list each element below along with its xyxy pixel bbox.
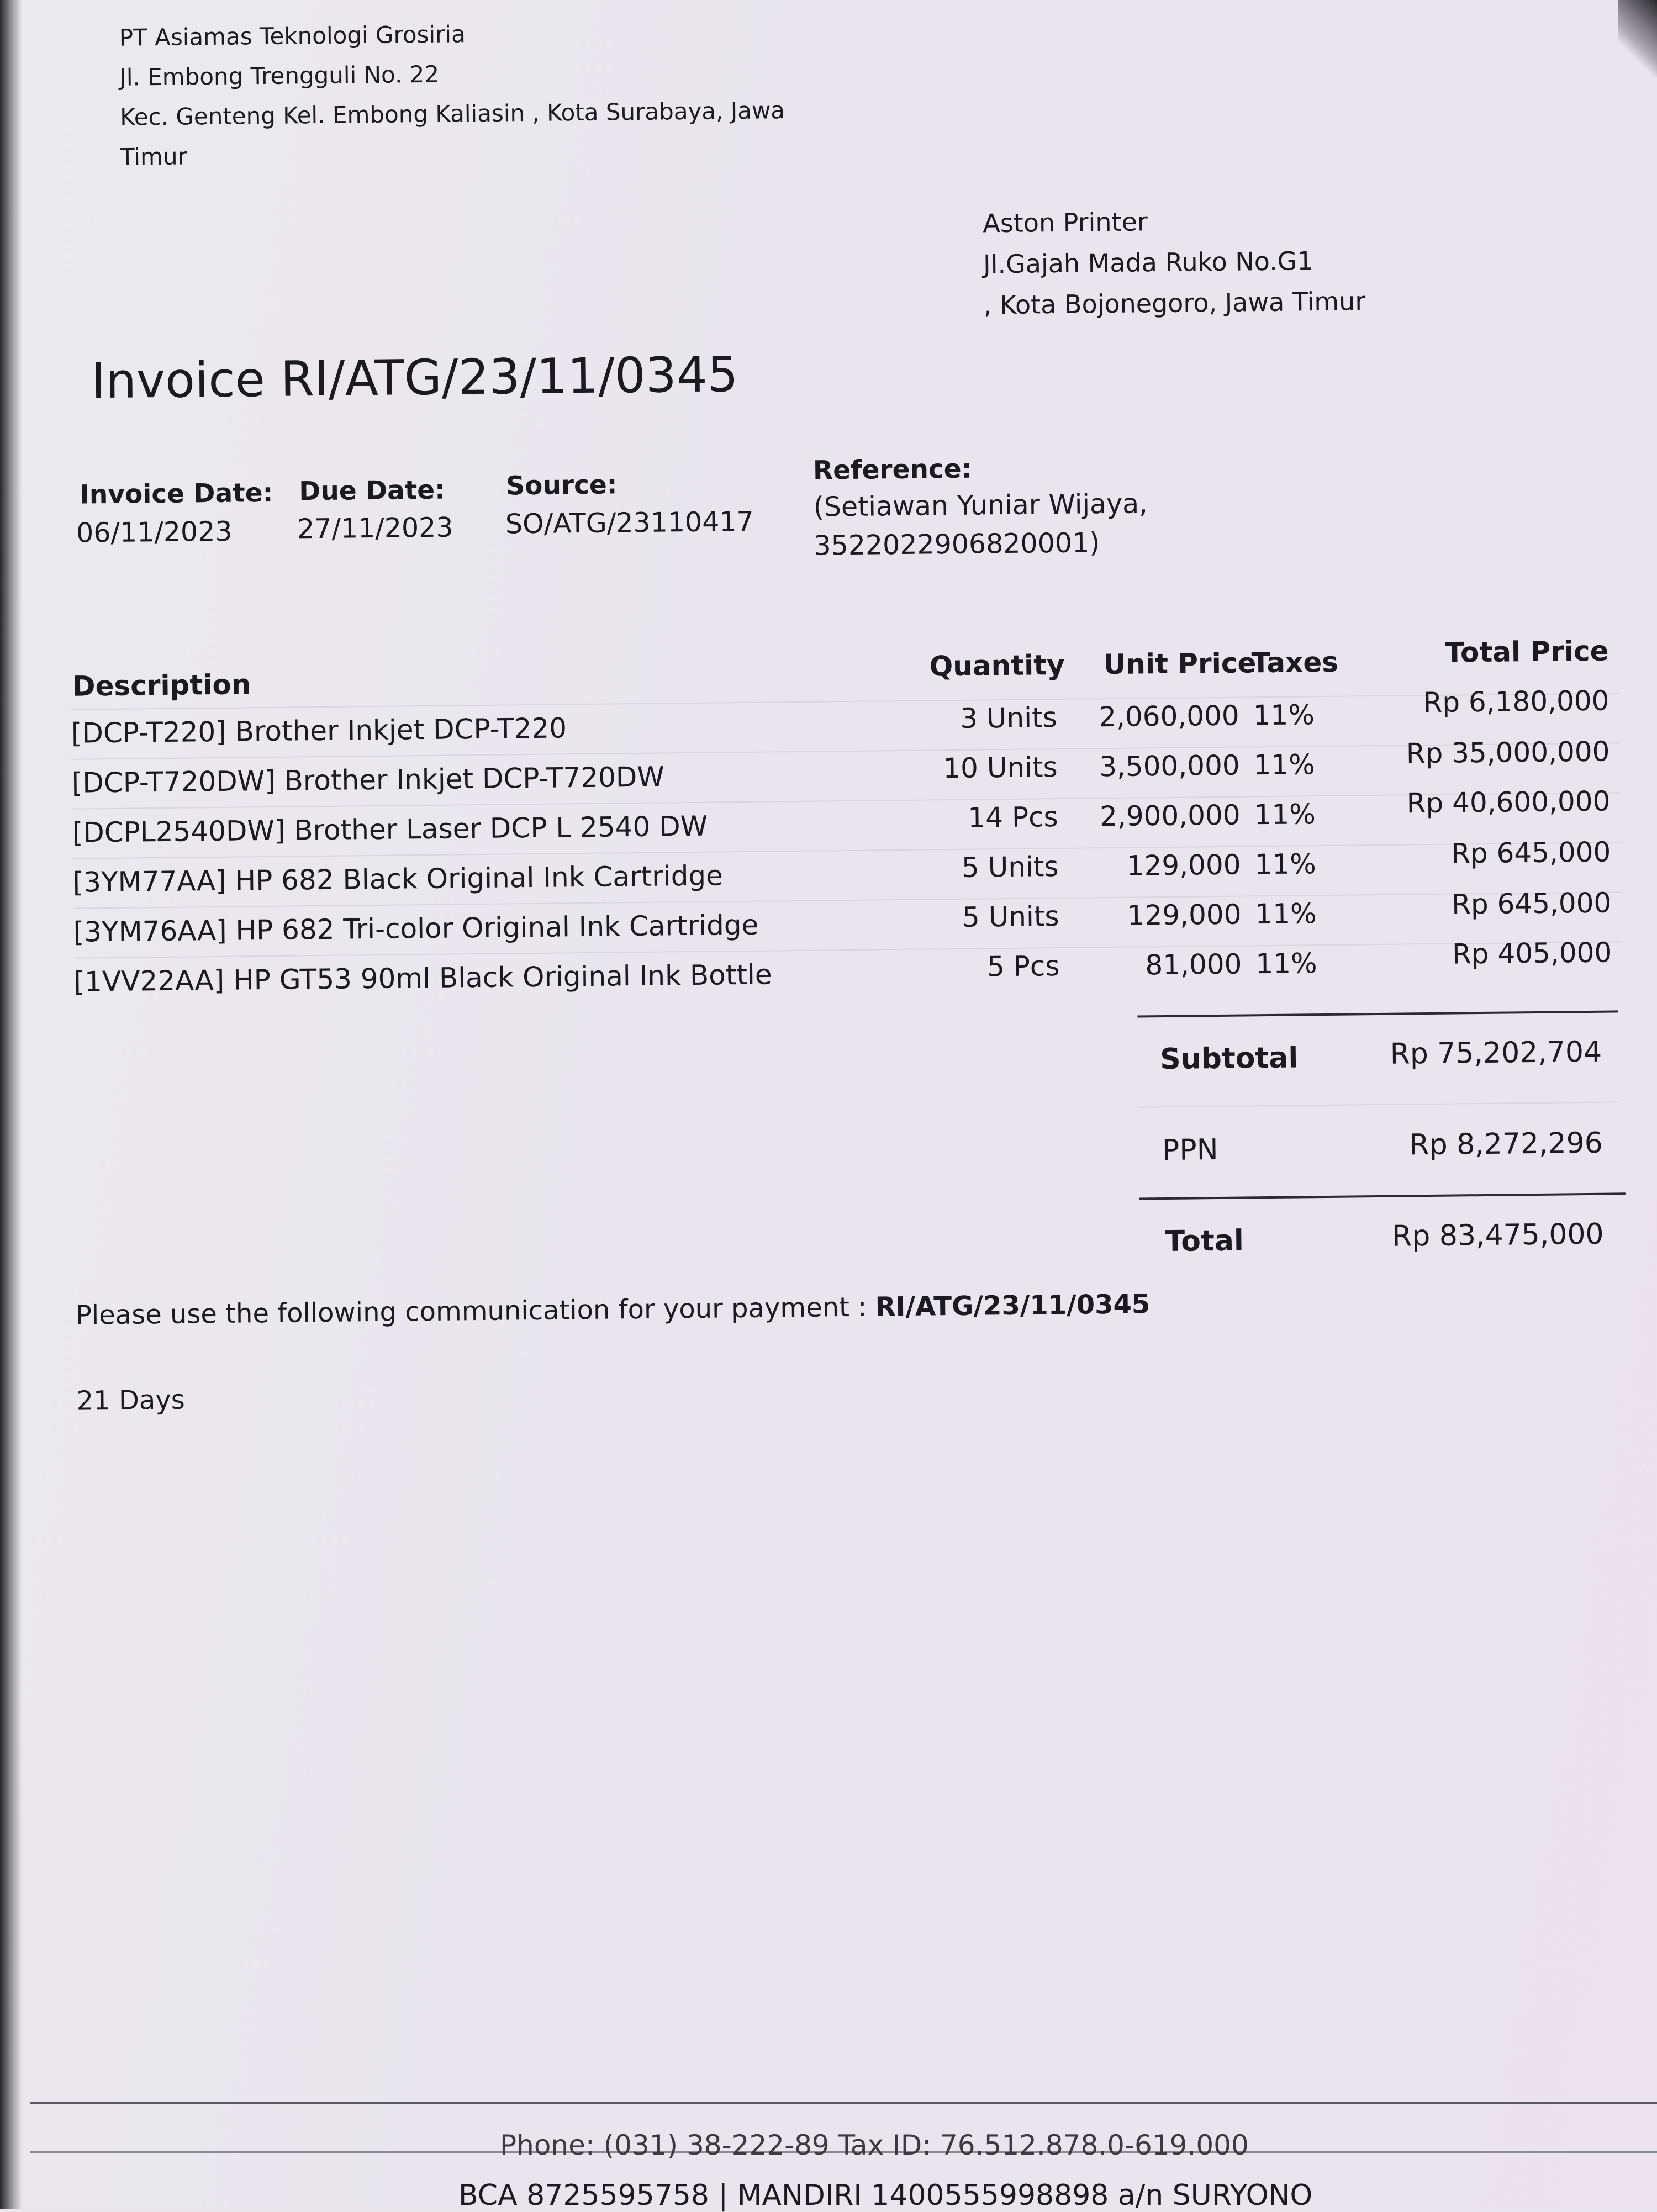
total-value: Rp 83,475,000: [1391, 1217, 1604, 1253]
payment-terms: 21 Days: [76, 1384, 185, 1417]
company-name: PT Asiamas Teknologi Grosiria: [119, 20, 466, 51]
row-quantity: 5 Pcs: [986, 950, 1060, 983]
invoice-date-value: 06/11/2023: [76, 515, 233, 549]
row-quantity: 14 Pcs: [968, 801, 1058, 834]
row-unit-price: 81,000: [1145, 948, 1242, 981]
customer-name: Aston Printer: [983, 207, 1148, 239]
col-header-quantity: Quantity: [929, 648, 1065, 683]
row-quantity: 10 Units: [942, 751, 1058, 785]
row-unit-price: 129,000: [1127, 898, 1242, 932]
company-address-line1: Jl. Embong Trengguli No. 22: [119, 60, 440, 91]
col-header-unit-price: Unit Price: [1103, 647, 1257, 681]
row-total-price: Rp 405,000: [1452, 936, 1612, 970]
row-taxes: 11%: [1255, 898, 1317, 931]
company-address-line3: Timur: [120, 142, 188, 171]
reference-label: Reference:: [812, 453, 972, 486]
row-description: [3YM76AA] HP 682 Tri-color Original Ink Cartridge: [73, 909, 759, 948]
due-date-label: Due Date:: [299, 474, 446, 507]
totals-top-rule: [1137, 1010, 1618, 1017]
row-unit-price: 2,060,000: [1098, 699, 1239, 733]
col-header-total-price: Total Price: [1445, 635, 1609, 669]
tax-label: PPN: [1162, 1133, 1218, 1168]
tax-value: Rp 8,272,296: [1409, 1126, 1603, 1162]
row-description: [1VV22AA] HP GT53 90ml Black Original Ink Bottle: [73, 958, 772, 998]
footer-contact: Phone: (031) 38-222-89 Tax ID: 76.512.878.0-619.000: [500, 2129, 1249, 2161]
row-taxes: 11%: [1254, 798, 1316, 831]
subtotal-value: Rp 75,202,704: [1390, 1035, 1602, 1071]
customer-address-line2: , Kota Bojonegoro, Jawa Timur: [983, 286, 1366, 320]
row-description: [DCP-T220] Brother Inkjet DCP-T220: [71, 712, 567, 749]
row-description: [DCP-T720DW] Brother Inkjet DCP-T720DW: [71, 761, 665, 799]
row-description: [DCPL2540DW] Brother Laser DCP L 2540 DW: [72, 810, 708, 849]
row-quantity: 5 Units: [961, 851, 1059, 884]
due-date-value: 27/11/2023: [297, 511, 453, 545]
payment-text: Please use the following communication for your payment :: [75, 1291, 875, 1331]
company-address: [119, 19, 786, 186]
payment-communication: [76, 1289, 1151, 1331]
customer-address: [983, 207, 1366, 333]
invoice-date-label: Invoice Date:: [80, 477, 273, 510]
invoice-title: Invoice RI/ATG/23/11/0345: [91, 346, 739, 410]
col-header-taxes: Taxes: [1251, 646, 1339, 679]
row-total-price: Rp 6,180,000: [1423, 684, 1609, 719]
row-total-price: Rp 645,000: [1451, 886, 1612, 921]
reference-line1: (Setiawan Yuniar Wijaya,: [813, 488, 1148, 523]
row-unit-price: 3,500,000: [1099, 749, 1240, 783]
payment-reference: RI/ATG/23/11/0345: [875, 1289, 1151, 1323]
row-total-price: Rp 40,600,000: [1406, 785, 1611, 820]
footer-bank-details: BCA 8725595758 | MANDIRI 1400555998898 a/n SURYONO: [458, 2179, 1313, 2212]
totals-divider: [1138, 1101, 1619, 1107]
row-total-price: Rp 35,000,000: [1406, 735, 1610, 770]
row-taxes: 11%: [1253, 699, 1315, 732]
footer-rule-top: [30, 2102, 1657, 2104]
total-label: Total: [1165, 1224, 1244, 1259]
row-quantity: 5 Units: [962, 900, 1059, 933]
row-taxes: 11%: [1253, 748, 1316, 782]
source-value: SO/ATG/23110417: [505, 505, 754, 540]
customer-address-line1: Jl.Gajah Mada Ruko No.G1: [983, 246, 1313, 279]
source-label: Source:: [505, 469, 618, 501]
reference-line2: 3522022906820001): [814, 527, 1100, 562]
row-description: [3YM77AA] HP 682 Black Original Ink Cartridge: [72, 859, 724, 899]
col-header-description: Description: [72, 668, 251, 703]
subtotal-label: Subtotal: [1159, 1041, 1299, 1076]
row-total-price: Rp 645,000: [1450, 836, 1611, 870]
company-address-line2: Kec. Genteng Kel. Embong Kaliasin , Kota Surabaya, Jawa: [119, 97, 785, 131]
row-unit-price: 2,900,000: [1099, 799, 1241, 833]
row-unit-price: 129,000: [1126, 848, 1241, 882]
row-quantity: 3 Units: [959, 701, 1058, 735]
totals-bottom-rule: [1139, 1192, 1626, 1200]
row-taxes: 11%: [1255, 947, 1317, 980]
row-taxes: 11%: [1254, 848, 1316, 881]
